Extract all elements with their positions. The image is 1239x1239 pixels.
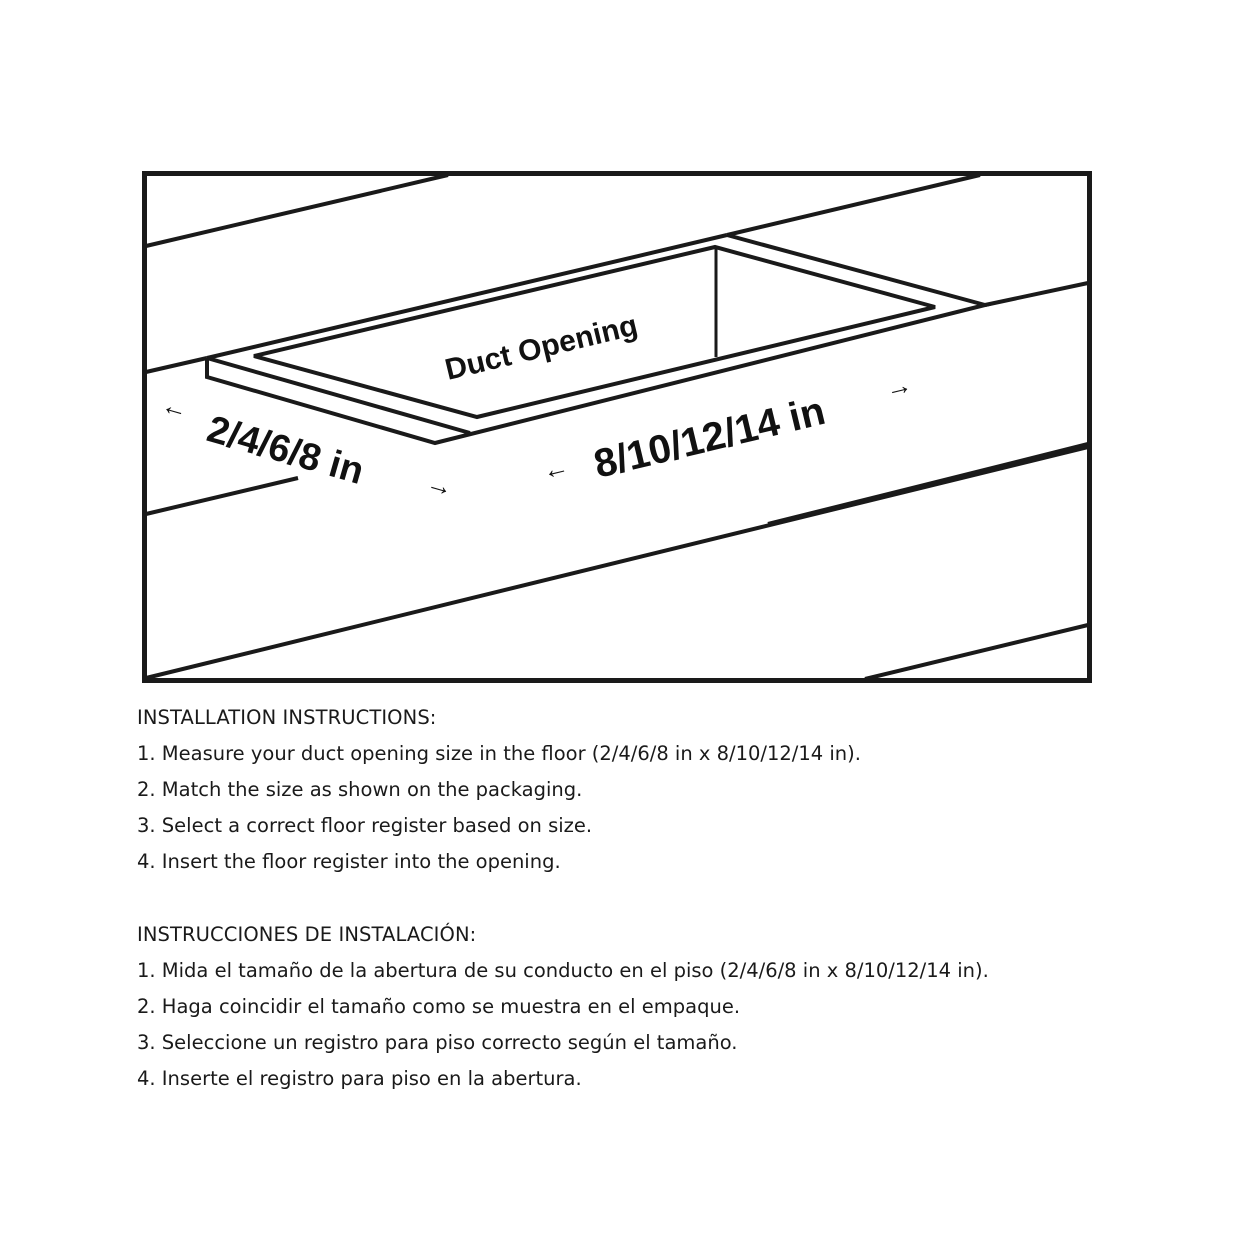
length-label: 8/10/12/14 in — [589, 388, 830, 487]
floor-board-line — [985, 283, 1088, 305]
floor-board-line — [865, 625, 1088, 679]
instructions-heading-es: INSTRUCCIONES DE INSTALACIÓN: — [137, 923, 477, 946]
instruction-step: 1. Measure your duct opening size in the floor (2/4/6/8 in x 8/10/12/14 in). — [137, 742, 861, 765]
arrow-right-icon: → — [423, 466, 457, 503]
instruction-step: 4. Insert the floor register into the opening. — [137, 850, 561, 873]
floor-board-line — [146, 358, 207, 372]
diagram-frame — [145, 174, 1090, 681]
floor-board-line — [207, 235, 727, 358]
arrow-right-icon: → — [882, 368, 915, 404]
instruction-step: 4. Inserte el registro para piso en la abertura. — [137, 1067, 582, 1090]
instruction-step: 3. Select a correct floor register based on size. — [137, 814, 593, 837]
instructions-heading-en: INSTALLATION INSTRUCTIONS: — [137, 706, 437, 729]
length-dimension — [539, 369, 914, 487]
instruction-step: 1. Mida el tamaño de la abertura de su conducto en el piso (2/4/6/8 in x 8/10/12/14 in). — [137, 959, 989, 982]
duct-opening-label: Duct Opening — [441, 308, 641, 387]
floor-board-line — [727, 175, 980, 235]
floor-board-line — [146, 478, 298, 514]
arrow-left-icon: ← — [158, 388, 192, 425]
instruction-step: 2. Haga coincidir el tamaño como se muestra en el empaque. — [137, 995, 741, 1018]
installation-instructions-es — [137, 917, 1137, 1097]
arrow-left-icon: ← — [539, 450, 572, 486]
instruction-step: 3. Seleccione un registro para piso correcto según el tamaño. — [137, 1031, 738, 1054]
instruction-step: 2. Match the size as shown on the packaging. — [137, 778, 583, 801]
width-label: 2/4/6/8 in — [202, 408, 369, 493]
floor-board-line — [146, 175, 448, 246]
installation-instructions-en — [137, 700, 1137, 880]
